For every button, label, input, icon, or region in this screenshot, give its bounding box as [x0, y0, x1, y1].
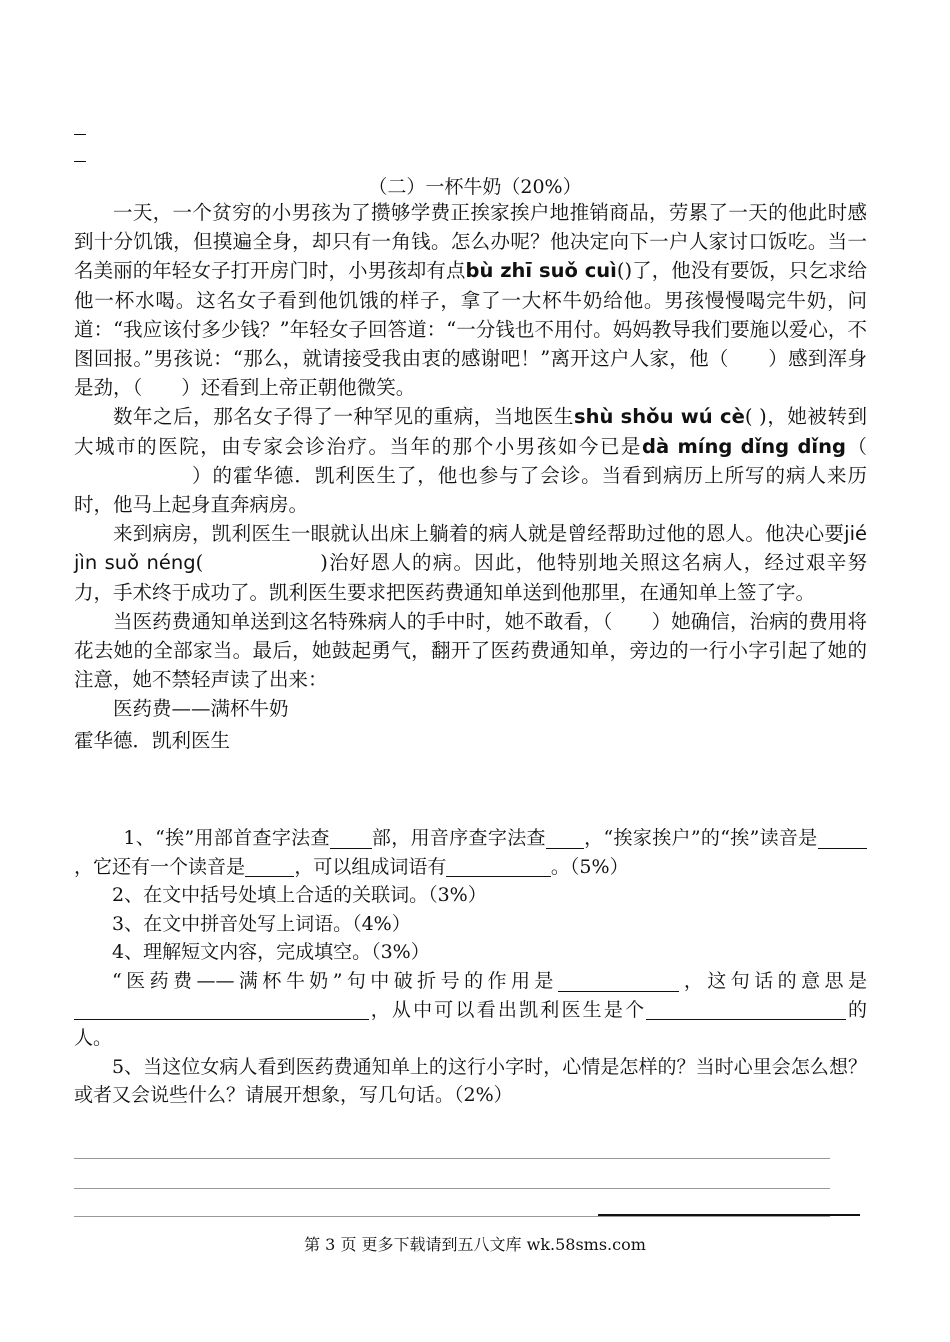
- answer-blank[interactable]: [446, 855, 551, 877]
- pinyin-prompt: dà míng dǐng dǐng: [642, 434, 846, 458]
- dash-mark: [74, 134, 86, 135]
- question-1: 1、“挨”用部首查字法查 部，用音序查字法查 ，“挨家挨户”的“挨”读音是，它还有一个读音是 ，可以组成词语有 。（5%）: [74, 824, 867, 881]
- question-4: 4、理解短文内容，完成填空。（3%）: [112, 941, 430, 964]
- pinyin-prompt: bù zhī suǒ cuì: [465, 259, 617, 283]
- dash-mark: [74, 161, 86, 162]
- question-4-fill: “医药费——满杯牛奶”句中破折号的作用是 ，这句话的意思是，从中可以看出凯利医生是个 的人。: [74, 969, 867, 1050]
- section-title: （二）一杯牛奶（20%）: [368, 176, 582, 198]
- answer-blank[interactable]: [646, 998, 827, 1020]
- paragraph-2: 数年之后，那名女子得了一种罕见的重病，当地医生shù shǒu wú cè( )，她被转到大城市的医院，由专家会诊治疗。当年的那个小男孩如今已是dà míng dǐng dǐng（）的霍华德．凯利医生了，他也参与了会诊。当看到病历上所写的病人来历时，他马上起身直奔病房。: [74, 405, 867, 517]
- answer-line[interactable]: [74, 1216, 830, 1217]
- answer-blank[interactable]: [74, 998, 369, 1020]
- paragraph-1: 一天，一个贫穷的小男孩为了攒够学费正挨家挨户地推销商品，劳累了一天的他此时感到十分饥饿，但摸遍全身，却只有一角钱。怎么办呢？他决定向下一户人家讨口饭吃。当一名美丽的年轻女子打开房门时，小男孩却有点bù zhī suǒ cuì()了，他没有要饭，只乞求给他一杯水喝。这名女子看到他饥饿的样子，拿了一大杯牛奶给他。男孩慢慢喝完牛奶，问道：“我应该付多少钱？”年轻女子回答道：“一分钱也不用付。妈妈教导我们要施以爱心，不图回报。”男孩说：“那么，就请接受我由衷的感谢吧！”离开这户人家，他（ ）感到浑身是劲，（ ）还看到上帝正朝他微笑。: [74, 201, 867, 400]
- paragraph-5: 医药费——满杯牛奶: [113, 697, 289, 721]
- answer-blank[interactable]: [546, 827, 584, 849]
- story-text: [74, 198, 867, 755]
- answer-blank[interactable]: [818, 827, 867, 849]
- questions: [74, 824, 867, 1110]
- question-5: 5、当这位女病人看到医药费通知单上的这行小字时，心情是怎样的？当时心里会怎么想？或者又会说些什么？请展开想象，写几句话。（2%）: [74, 1055, 867, 1107]
- answer-line[interactable]: [74, 1158, 830, 1159]
- question-2: 2、在文中括号处填上合适的关联词。（3%）: [112, 884, 487, 907]
- answer-blank[interactable]: [558, 970, 680, 992]
- page-footer: 第 3 页 更多下载请到五八文库 wk.58sms.com: [304, 1235, 646, 1254]
- answer-blank[interactable]: [330, 827, 372, 849]
- answer-blank[interactable]: [245, 855, 294, 877]
- answer-blank[interactable]: [827, 998, 846, 1020]
- question-3: 3、在文中拼音处写上词语。（4%）: [112, 912, 411, 935]
- pinyin-prompt: jié jìn suǒ néng: [74, 522, 867, 575]
- paragraph-3: 来到病房，凯利医生一眼就认出床上躺着的病人就是曾经帮助过他的恩人。他决心要jié jìn suǒ néng( )治好恩人的病。因此，他特别地关照这名病人，经过艰辛努力，手术终于成功了。凯利医生要求把医药费通知单送到他那里，在通知单上签了字。: [74, 522, 867, 604]
- answer-line-bold: [598, 1214, 860, 1216]
- paragraph-4: 当医药费通知单送到这名特殊病人的手中时，她不敢看，（ ）她确信，治病的费用将花去她的全部家当。最后，她鼓起勇气，翻开了医药费通知单，旁边的一行小字引起了她的注意，她不禁轻声读了出来：: [74, 609, 867, 692]
- pinyin-prompt: shù shǒu wú cè: [573, 405, 745, 429]
- signature: 霍华德．凯利医生: [74, 728, 231, 752]
- answer-line[interactable]: [74, 1188, 830, 1189]
